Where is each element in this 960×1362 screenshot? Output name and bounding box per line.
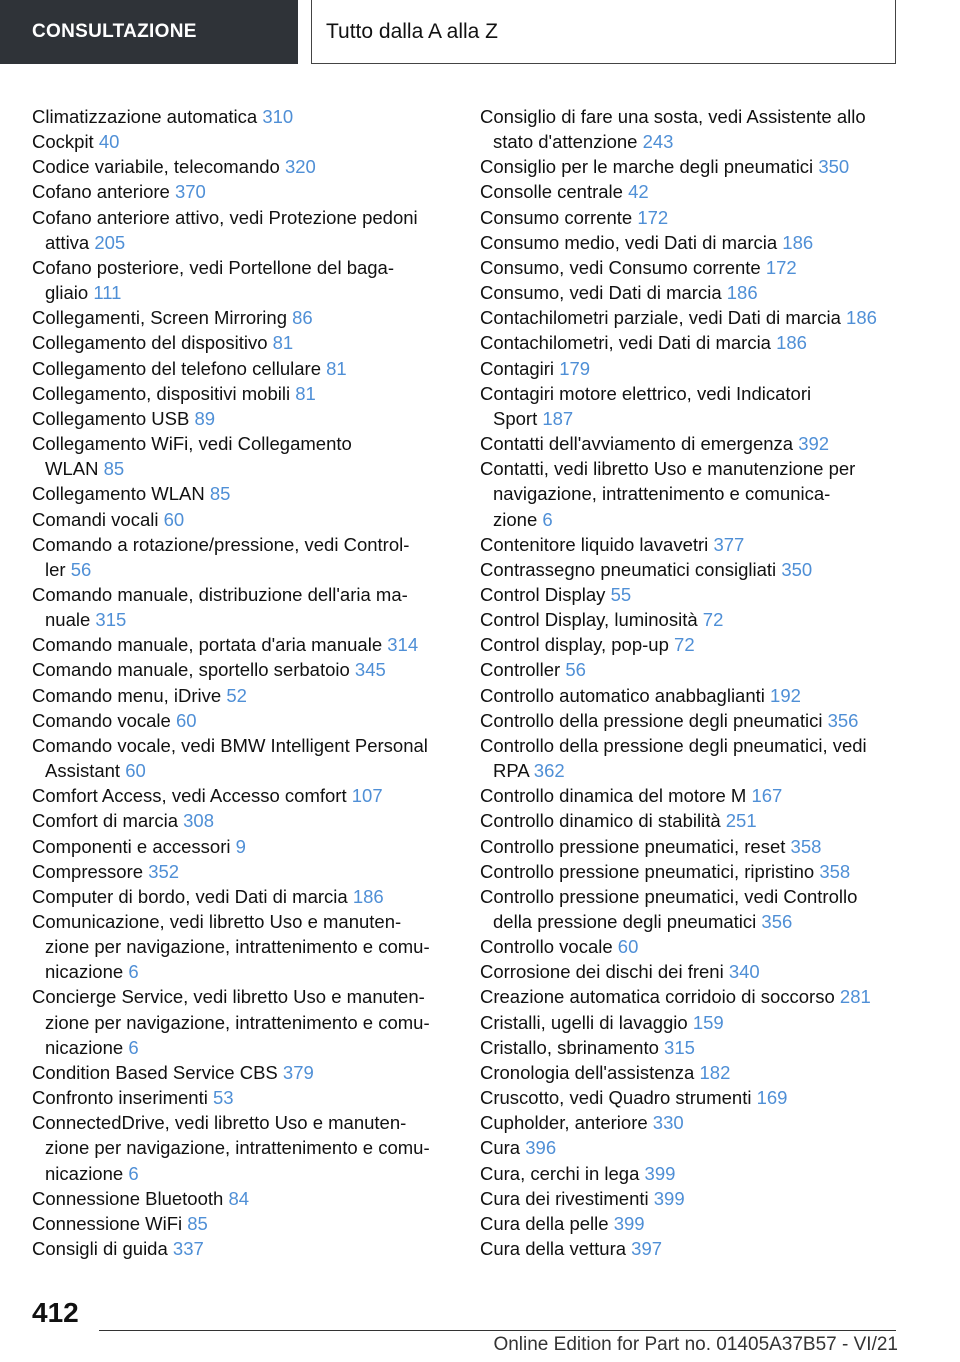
index-entry-text: Componenti e accessori: [32, 835, 231, 857]
page-reference-link[interactable]: 81: [295, 382, 316, 404]
index-entry-text: Comfort Access, vedi Accesso comfort: [32, 785, 347, 807]
page-number: 412: [32, 1297, 79, 1328]
index-entry-text: Collegamenti, Screen Mirroring: [32, 307, 287, 329]
index-entry-text: Controllo pressione pneumatici, reset: [480, 835, 786, 857]
index-entry: [480, 1236, 900, 1261]
index-entry: [32, 909, 447, 984]
index-entry-text: nuale: [45, 609, 91, 631]
index-entry-text: Consigli di guida: [32, 1238, 168, 1260]
page-reference-link[interactable]: 72: [674, 634, 695, 656]
page-reference-link[interactable]: 85: [103, 458, 125, 480]
index-entry: [480, 1060, 900, 1085]
page-reference-link[interactable]: 314: [387, 634, 419, 656]
page-reference-link[interactable]: 379: [282, 1061, 314, 1083]
index-entry-text: Controllo pressione pneumatici, ripristino: [480, 860, 815, 882]
page-reference-link[interactable]: 53: [212, 1087, 234, 1109]
index-entry: [480, 230, 900, 255]
index-entry-text: ler: [45, 558, 66, 580]
index-entry: [480, 154, 900, 179]
index-entry-text: Codice variabile, telecomando: [32, 156, 280, 178]
page-reference-link[interactable]: 85: [187, 1212, 208, 1234]
index-entry-text: Contatti dell'avviamento di emergenza: [480, 433, 794, 455]
index-entry-text: Compressore: [32, 860, 144, 882]
page-reference-link[interactable]: 377: [713, 533, 745, 555]
index-entry: [480, 1161, 900, 1186]
page-reference-link[interactable]: 167: [751, 785, 783, 807]
index-entry-text: Consumo, vedi Consumo corrente: [480, 256, 761, 278]
index-entry: [32, 205, 447, 255]
page-reference-link[interactable]: 205: [94, 231, 126, 253]
page-reference-link[interactable]: 172: [765, 256, 797, 278]
page-reference-link[interactable]: 186: [726, 282, 758, 304]
index-entry-text: WLAN: [45, 458, 99, 480]
index-entry-text: Contatti, vedi libretto Uso e manutenzione per: [480, 458, 856, 480]
index-entry-text: Connessione Bluetooth: [32, 1187, 224, 1209]
index-entry: [32, 104, 447, 129]
index-entry: [480, 733, 900, 783]
index-entry: [32, 1060, 447, 1085]
index-entry-text: Comunicazione, vedi libretto Uso e manuten-: [32, 911, 402, 932]
index-entry-text: nicazione: [45, 1036, 124, 1058]
index-entry: [32, 733, 447, 783]
index-entry: [480, 1186, 900, 1211]
page-reference-link[interactable]: 55: [610, 583, 632, 605]
index-entry-text: zione per navigazione, intrattenimento e comu-: [45, 1137, 430, 1159]
page-reference-link[interactable]: 340: [728, 961, 760, 983]
index-entry: [32, 431, 447, 481]
index-entry: [32, 657, 447, 682]
index-entry-text: Contagiri: [480, 357, 555, 379]
index-entry-text: Creazione automatica corridoio di soccorso: [480, 986, 835, 1008]
index-entry-text: Controllo automatico anabbaglianti: [480, 684, 765, 706]
page-reference-link[interactable]: 186: [352, 885, 384, 907]
index-entry-text: della pressione degli pneumatici: [493, 911, 757, 932]
index-entry: [480, 255, 900, 280]
page-reference-link[interactable]: 84: [228, 1187, 250, 1209]
index-column-right: [480, 104, 900, 1261]
page-reference-link[interactable]: 362: [533, 760, 565, 782]
index-entry-text: Comando manuale, sportello serbatoio: [32, 659, 350, 681]
index-entry-text: Condition Based Service CBS: [32, 1061, 278, 1083]
index-entry: [32, 1211, 447, 1236]
index-entry-text: zione per navigazione, intrattenimento e comu-: [45, 1011, 430, 1033]
chapter-tab[interactable]: Tutto dalla A alla Z: [311, 0, 896, 64]
page-reference-link[interactable]: 330: [652, 1112, 684, 1134]
index-entry: [32, 481, 447, 506]
index-entry-text: navigazione, intrattenimento e comunica-: [493, 483, 831, 505]
index-entry-text: Cruscotto, vedi Quadro strumenti: [480, 1087, 752, 1109]
index-entry-text: zione per navigazione, intrattenimento e comu-: [45, 936, 430, 958]
page-reference-link[interactable]: 350: [818, 156, 850, 178]
index-entry: [32, 884, 447, 909]
page-reference-link[interactable]: 9: [235, 835, 246, 857]
index-entry-text: Sport: [493, 407, 538, 429]
index-entry: [480, 104, 900, 154]
page-reference-link[interactable]: 186: [846, 307, 877, 329]
page-reference-link[interactable]: 81: [326, 357, 347, 379]
index-entry-text: Collegamento WiFi, vedi Collegamento: [32, 433, 352, 455]
index-entry: [480, 532, 900, 557]
index-entry: [32, 834, 447, 859]
index-entry: [480, 934, 900, 959]
index-entry-text: Connessione WiFi: [32, 1212, 183, 1234]
index-entry-text: Climatizzazione automatica: [32, 106, 258, 127]
index-entry-text: Confronto inserimenti: [32, 1087, 208, 1109]
index-entry: [32, 154, 447, 179]
page-reference-link[interactable]: 399: [613, 1212, 645, 1234]
index-entry-text: Cura, cerchi in lega: [480, 1162, 640, 1184]
index-entry-text: Contrassegno pneumatici consigliati: [480, 558, 777, 580]
index-entry: [32, 1110, 447, 1185]
index-entry: [480, 431, 900, 456]
index-entry-text: Cofano anteriore attivo, vedi Protezione pedoni: [32, 206, 418, 228]
index-entry: [32, 356, 447, 381]
index-entry-text: Cura della vettura: [480, 1238, 627, 1260]
page-reference-link[interactable]: 107: [351, 785, 383, 807]
page-reference-link[interactable]: 172: [637, 206, 669, 228]
index-entry-text: Computer di bordo, vedi Dati di marcia: [32, 885, 348, 907]
page-reference-link[interactable]: 315: [95, 609, 127, 631]
page-reference-link[interactable]: 60: [175, 709, 197, 731]
page-reference-link[interactable]: 396: [525, 1137, 557, 1159]
index-entry: [480, 1035, 900, 1060]
index-entry-text: Collegamento, dispositivi mobili: [32, 382, 291, 404]
index-entry-text: Cristallo, sbrinamento: [480, 1036, 659, 1058]
index-entry: [480, 683, 900, 708]
index-entry-text: Controllo dinamico di stabilità: [480, 810, 721, 832]
index-entry-text: Assistant: [45, 760, 121, 782]
index-entry-text: ConnectedDrive, vedi libretto Uso e manuten-: [32, 1112, 407, 1134]
index-entry-text: Controllo della pressione degli pneumatici, vedi: [480, 734, 867, 756]
index-entry: [480, 859, 900, 884]
index-entry-text: Contenitore liquido lavavetri: [480, 533, 709, 555]
page-reference-link[interactable]: 392: [798, 433, 830, 455]
page-reference-link[interactable]: 358: [819, 860, 851, 882]
index-entry-text: Comando vocale: [32, 709, 171, 731]
index-entry-text: Corrosione dei dischi dei freni: [480, 961, 724, 983]
index-entry: [480, 1211, 900, 1236]
page-reference-link[interactable]: 243: [642, 131, 674, 153]
page-reference-link[interactable]: 6: [128, 1036, 139, 1058]
page-reference-link[interactable]: 56: [565, 659, 586, 681]
index-entry-text: Consiglio per le marche degli pneumatici: [480, 156, 814, 178]
index-entry-text: Control Display, luminosità: [480, 609, 698, 631]
index-entry: [480, 557, 900, 582]
page-reference-link[interactable]: 345: [354, 659, 386, 681]
index-entry: [480, 708, 900, 733]
index-entry: [32, 808, 447, 833]
page-reference-link[interactable]: 42: [628, 181, 649, 203]
page-reference-link[interactable]: 169: [756, 1087, 788, 1109]
index-entry-text: Consumo, vedi Dati di marcia: [480, 282, 722, 304]
page-reference-link[interactable]: 350: [781, 558, 813, 580]
page-reference-link[interactable]: 89: [194, 407, 216, 429]
page-reference-link[interactable]: 310: [262, 106, 294, 127]
index-entry: [32, 1186, 447, 1211]
page-reference-link[interactable]: 281: [839, 986, 871, 1008]
page-reference-link[interactable]: 72: [702, 609, 724, 631]
page-reference-link[interactable]: 399: [644, 1162, 676, 1184]
index-entry: [480, 1085, 900, 1110]
index-entry-text: Consiglio di fare una sosta, vedi Assistente allo: [480, 106, 866, 127]
page-reference-link[interactable]: 352: [148, 860, 180, 882]
page-reference-link[interactable]: 56: [70, 558, 92, 580]
index-entry: [480, 984, 900, 1009]
index-entry-text: Cura dei rivestimenti: [480, 1187, 649, 1209]
page-reference-link[interactable]: 179: [559, 357, 591, 379]
index-entry-text: Cofano anteriore: [32, 181, 170, 203]
index-entry: [480, 381, 900, 431]
index-entry: [32, 1236, 447, 1261]
index-entry: [32, 406, 447, 431]
index-entry: [32, 859, 447, 884]
index-entry-text: Cronologia dell'assistenza: [480, 1061, 695, 1083]
index-entry: [480, 1110, 900, 1135]
page-reference-link[interactable]: 60: [617, 936, 639, 958]
index-column-left: [32, 104, 447, 1261]
page-reference-link[interactable]: 320: [284, 156, 316, 178]
section-tab[interactable]: CONSULTAZIONE: [0, 0, 298, 64]
index-entry: [32, 582, 447, 632]
page-reference-link[interactable]: 186: [776, 332, 807, 354]
footer-divider: [99, 1330, 896, 1331]
index-entry-text: RPA: [493, 760, 529, 782]
page-reference-link[interactable]: 6: [128, 961, 139, 983]
index-entry-text: Concierge Service, vedi libretto Uso e manuten-: [32, 986, 425, 1008]
index-entry-text: Contachilometri, vedi Dati di marcia: [480, 332, 771, 354]
page-reference-link[interactable]: 370: [174, 181, 206, 203]
index-entry: [32, 632, 447, 657]
index-entry-text: Collegamento USB: [32, 407, 190, 429]
index-entry-text: stato d'attenzione: [493, 131, 638, 153]
index-entry: [480, 356, 900, 381]
index-entry: [32, 330, 447, 355]
page-reference-link[interactable]: 81: [272, 332, 294, 354]
index-entry-text: Cura: [480, 1137, 521, 1159]
index-entry-text: Controllo della pressione degli pneumatici: [480, 709, 823, 731]
index-entry-text: Consolle centrale: [480, 181, 623, 203]
index-entry: [32, 708, 447, 733]
index-entry: [480, 205, 900, 230]
index-entry-text: Contagiri motore elettrico, vedi Indicatori: [480, 382, 812, 404]
page-reference-link[interactable]: 187: [542, 407, 574, 429]
index-entry-text: Comando menu, iDrive: [32, 684, 222, 706]
page-reference-link[interactable]: 40: [98, 131, 120, 153]
index-entry: [480, 783, 900, 808]
index-entry-text: Collegamento WLAN: [32, 483, 205, 505]
page-reference-link[interactable]: 186: [782, 231, 814, 253]
page-reference-link[interactable]: 86: [292, 307, 313, 329]
index-entry-text: attiva: [45, 231, 90, 253]
page-reference-link[interactable]: 399: [653, 1187, 685, 1209]
index-entry-text: zione: [493, 508, 538, 530]
index-entry-text: Comandi vocali: [32, 508, 159, 530]
index-entry: [480, 632, 900, 657]
index-entry: [32, 783, 447, 808]
page-reference-link[interactable]: 397: [631, 1238, 663, 1260]
index-entry: [480, 657, 900, 682]
index-entry-text: Consumo corrente: [480, 206, 633, 228]
page-reference-link[interactable]: 85: [209, 483, 231, 505]
index-entry: [32, 683, 447, 708]
page-reference-link[interactable]: 358: [790, 835, 822, 857]
index-entry: [480, 884, 900, 934]
index-entry-text: Comando vocale, vedi BMW Intelligent Personal: [32, 734, 428, 756]
index-entry: [32, 507, 447, 532]
index-entry-text: Collegamento del telefono cellulare: [32, 357, 321, 379]
index-entry-text: Cura della pelle: [480, 1212, 609, 1234]
index-entry-text: Comando manuale, distribuzione dell'aria ma-: [32, 583, 408, 605]
index-entry: [480, 607, 900, 632]
index-entry: [32, 984, 447, 1059]
index-entry: [480, 456, 900, 531]
page-reference-link[interactable]: 6: [128, 1162, 139, 1184]
index-entry-text: gliaio: [45, 282, 89, 304]
index-entry-text: Collegamento del dispositivo: [32, 332, 268, 354]
index-entry-text: Consumo medio, vedi Dati di marcia: [480, 231, 778, 253]
index-entry: [480, 834, 900, 859]
index-entry-text: Control display, pop-up: [480, 634, 669, 656]
index-entry-text: Comfort di marcia: [32, 810, 178, 832]
page-reference-link[interactable]: 251: [725, 810, 757, 832]
index-entry-text: Contachilometri parziale, vedi Dati di marcia: [480, 307, 841, 329]
index-entry-text: Comando a rotazione/pressione, vedi Control-: [32, 533, 410, 555]
index-entry: [32, 381, 447, 406]
index-entry: [480, 808, 900, 833]
index-entry: [480, 280, 900, 305]
page-reference-link[interactable]: 6: [542, 508, 553, 530]
page-reference-link[interactable]: 182: [699, 1061, 731, 1083]
page-header: [0, 0, 960, 66]
index-entry-text: Controllo pressione pneumatici, vedi Controllo: [480, 885, 858, 907]
index-entry: [480, 959, 900, 984]
page-reference-link[interactable]: 337: [172, 1238, 204, 1260]
index-entry: [480, 1135, 900, 1160]
index-entry-text: Comando manuale, portata d'aria manuale: [32, 634, 383, 656]
page-reference-link[interactable]: 60: [163, 508, 185, 530]
page-reference-link[interactable]: 308: [183, 810, 214, 832]
page-reference-link[interactable]: 52: [226, 684, 247, 706]
index-entry-text: Cockpit: [32, 131, 94, 153]
index-entry: [480, 305, 900, 330]
index-entry-text: Cristalli, ugelli di lavaggio: [480, 1011, 688, 1033]
index-entry: [32, 179, 447, 204]
page-reference-link[interactable]: 60: [125, 760, 146, 782]
edition-note: Online Edition for Part no. 01405A37B57 - VI/21: [493, 1334, 898, 1355]
index-entry: [32, 532, 447, 582]
page-reference-link[interactable]: 356: [827, 709, 859, 731]
index-entry-text: Control Display: [480, 583, 606, 605]
index-entry: [480, 582, 900, 607]
index-entry-text: nicazione: [45, 961, 124, 983]
page-reference-link[interactable]: 356: [761, 911, 793, 932]
index-entry: [32, 1085, 447, 1110]
page-reference-link[interactable]: 159: [692, 1011, 724, 1033]
index-entry: [32, 255, 447, 305]
page-reference-link[interactable]: 192: [770, 684, 801, 706]
index-entry-text: Controller: [480, 659, 561, 681]
index-entry-text: Controllo vocale: [480, 936, 613, 958]
index-entry-text: Cofano posteriore, vedi Portellone del baga-: [32, 256, 395, 278]
index-entry: [480, 1010, 900, 1035]
index-entry: [32, 129, 447, 154]
index-entry-text: Cupholder, anteriore: [480, 1112, 648, 1134]
index-entry: [32, 305, 447, 330]
index-entry: [480, 330, 900, 355]
index-entry: [480, 179, 900, 204]
page-reference-link[interactable]: 111: [93, 282, 122, 304]
index-entry-text: nicazione: [45, 1162, 124, 1184]
index-entry-text: Controllo dinamica del motore M: [480, 785, 747, 807]
page-reference-link[interactable]: 315: [664, 1036, 695, 1058]
